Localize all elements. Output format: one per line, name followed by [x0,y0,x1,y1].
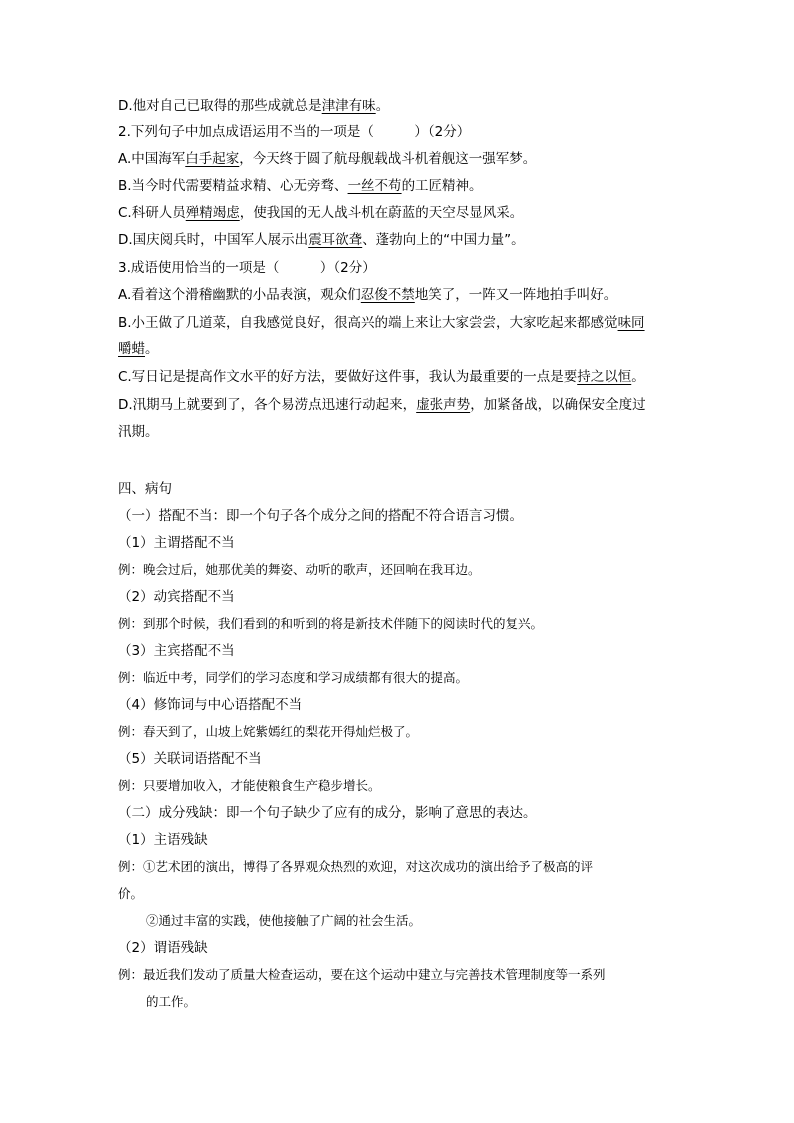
underlined-idiom: 殚精竭虑 [185,205,240,221]
text-line: D.他对自己已取得的那些成就总是津津有味。 [118,98,390,114]
item-heading: （1）主语残缺 [118,832,208,848]
text-line: C.科研人员殚精竭虑，使我国的无人战斗机在蔚蓝的天空尽显风采。 [118,205,524,221]
text-line: B.当今时代需要精益求精、心无旁骛、一丝不苟的工匠精神。 [118,178,483,194]
example-line: 例：到那个时候，我们看到的和听到的将是新技术伴随下的阅读时代的复兴。 [118,616,544,631]
text-line: 汛期。 [118,424,159,440]
example-line: 的工作。 [146,994,197,1009]
item-heading: （4）修饰词与中心语搭配不当 [118,697,303,713]
example-line: 例：①艺术团的演出，博得了各界观众热烈的欢迎，对这次成功的演出给予了极高的评 [118,859,594,874]
example-line: 例：只要增加收入，才能使粮食生产稳步增长。 [118,778,381,793]
text-line: D.国庆阅兵时，中国军人展示出震耳欲聋、蓬勃向上的“中国力量”。 [118,232,525,248]
question-3-title: 3.成语使用恰当的一项是（ ）（2分） [118,260,376,276]
example-line: 例：春天到了，山坡上姹紫嫣红的梨花开得灿烂极了。 [118,724,419,739]
item-heading: （2）谓语残缺 [118,940,208,956]
underlined-idiom: 津津有味 [321,98,376,114]
text-line: 嚼蜡。 [118,341,159,357]
example-line: 例：晚会过后，她那优美的舞姿、动听的歌声，还回响在我耳边。 [118,562,481,577]
text-line: A.中国海军白手起家，今天终于圆了航母舰载战斗机着舰这一强军梦。 [118,151,537,167]
text-line: A.看着这个滑稽幽默的小品表演，观众们忍俊不禁地笑了，一阵又一阵地拍手叫好。 [118,287,618,303]
subsection-heading: （一）搭配不当：即一个句子各个成分之间的搭配不符合语言习惯。 [118,508,523,524]
question-2-title: 2.下列句子中加点成语运用不当的一项是（ ）（2分） [118,124,471,140]
text-line: D.汛期马上就要到了，各个易涝点迅速行动起来，虚张声势，加紧备战，以确保安全度过 [118,397,646,413]
example-line: 价。 [118,886,144,901]
underlined-idiom: 味同 [617,315,645,331]
item-heading: （1）主谓搭配不当 [118,535,235,551]
example-line: ②通过丰富的实践，使他接触了广阔的社会生活。 [146,913,422,928]
underlined-idiom: 嚼蜡 [118,341,145,357]
section-heading: 四、病句 [118,481,172,497]
underlined-idiom: 虚张声势 [416,397,471,413]
example-line: 例：最近我们发动了质量大检查运动，要在这个运动中建立与完善技术管理制度等一系列 [118,967,606,982]
item-heading: （5）关联词语搭配不当 [118,751,262,767]
example-line: 例：临近中考，同学们的学习态度和学习成绩都有很大的提高。 [118,670,469,685]
text-line: C.写日记是提高作文水平的好方法，要做好这件事，我认为最重要的一点是要持之以恒。 [118,369,645,385]
item-heading: （3）主宾搭配不当 [118,643,235,659]
underlined-idiom: 震耳欲聋 [308,232,363,248]
underlined-idiom: 一丝不苟 [347,178,402,194]
item-heading: （2）动宾搭配不当 [118,589,235,605]
underlined-idiom: 白手起家 [185,151,240,167]
underlined-idiom: 持之以恒 [577,369,632,385]
subsection-heading: （二）成分残缺：即一个句子缺少了应有的成分，影响了意思的表达。 [118,805,537,821]
underlined-idiom: 忍俊不禁 [360,287,415,303]
text-line: B.小王做了几道菜，自我感觉良好，很高兴的端上来让大家尝尝，大家吃起来都感觉味同 [118,315,645,331]
